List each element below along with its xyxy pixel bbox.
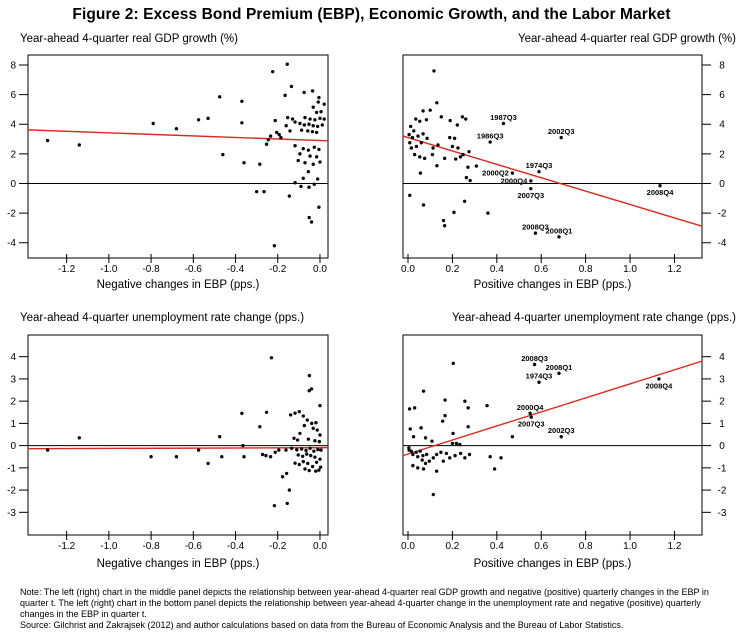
svg-text:2002Q3: 2002Q3 [547, 127, 575, 137]
panel-title-bottom-right: Year-ahead 4-quarter unemployment rate change (pps.) [451, 312, 736, 324]
scatter-gdp-vs-positive-ebp [372, 50, 743, 302]
svg-text:1: 1 [10, 418, 16, 430]
svg-text:0: 0 [10, 441, 16, 453]
svg-text:2008Q4: 2008Q4 [645, 381, 673, 391]
svg-text:-2: -2 [717, 485, 727, 497]
svg-text:2008Q3: 2008Q3 [522, 222, 549, 232]
svg-text:4: 4 [719, 352, 725, 364]
svg-text:-4: -4 [7, 238, 16, 250]
panel-title-top-left: Year-ahead 4-quarter real GDP growth (%) [20, 33, 238, 45]
svg-text:0: 0 [719, 178, 725, 190]
svg-text:1974Q3: 1974Q3 [525, 161, 553, 171]
svg-text:2000Q4: 2000Q4 [500, 176, 528, 186]
svg-text:2008Q4: 2008Q4 [646, 188, 674, 198]
figure-title: Figure 2: Excess Bond Premium (EBP), Economic Growth, and the Labor Market [72, 6, 671, 23]
svg-text:0.0: 0.0 [401, 264, 415, 275]
svg-text:-0.2: -0.2 [269, 541, 287, 552]
svg-text:Negative changes in EBP (pps.): Negative changes in EBP (pps.) [96, 279, 260, 291]
svg-text:8: 8 [10, 60, 16, 72]
panel-title-bottom-left: Year-ahead 4-quarter unemployment rate change (pps.) [20, 312, 305, 324]
svg-text:1.2: 1.2 [667, 541, 682, 552]
note-text: Note: The left (right) chart in the middle panel depicts the relationship between year-ahead 4-quarter real GDP growth and negative (positive) quarterly changes in the EBP in quarter t. The left (right) chart in the bottom panel depicts the relationship between year-ahead 4-quarter change in the unemployment rate and negative (positive) quarterly changes in the EBP in quarter t. [20, 587, 709, 619]
svg-text:2: 2 [10, 149, 16, 161]
scatter-unemployment-vs-negative-ebp [0, 330, 371, 582]
svg-text:-0.8: -0.8 [142, 541, 160, 552]
svg-text:0.2: 0.2 [445, 541, 460, 552]
svg-text:4: 4 [10, 352, 16, 364]
svg-text:3: 3 [10, 374, 16, 386]
svg-text:1.0: 1.0 [623, 264, 638, 275]
svg-text:-0.4: -0.4 [226, 541, 245, 552]
svg-text:6: 6 [10, 90, 16, 102]
scatter-gdp-vs-negative-ebp [0, 50, 371, 302]
svg-text:0: 0 [719, 441, 725, 453]
svg-text:1987Q3: 1987Q3 [490, 113, 517, 123]
svg-text:2007Q3: 2007Q3 [517, 191, 545, 201]
svg-text:1.0: 1.0 [623, 541, 638, 552]
svg-text:-0.4: -0.4 [226, 264, 245, 275]
svg-text:2000Q2: 2000Q2 [482, 168, 509, 178]
svg-text:0.8: 0.8 [578, 264, 593, 275]
svg-text:-1.2: -1.2 [58, 264, 76, 275]
panel-title-top-right: Year-ahead 4-quarter real GDP growth (%) [518, 33, 736, 45]
svg-text:0.0: 0.0 [313, 541, 327, 552]
svg-text:1974Q3: 1974Q3 [525, 371, 553, 381]
svg-text:2000Q4: 2000Q4 [516, 402, 544, 412]
svg-text:3: 3 [719, 374, 725, 386]
svg-text:2008Q1: 2008Q1 [545, 362, 573, 372]
svg-text:2007Q3: 2007Q3 [517, 419, 545, 429]
svg-text:Positive changes in EBP (pps.): Positive changes in EBP (pps.) [473, 558, 632, 570]
svg-text:-1.2: -1.2 [58, 541, 76, 552]
svg-text:-1: -1 [7, 463, 16, 475]
svg-text:-3: -3 [717, 507, 727, 519]
svg-text:4: 4 [10, 119, 16, 131]
svg-text:-0.8: -0.8 [142, 264, 160, 275]
svg-text:0.8: 0.8 [578, 541, 593, 552]
source-text: Source: Gilchrist and Zakrajsek (2012) and author calculations based on data from the Bureau of Economic Analysis and the Bureau of Labor Statistics. [20, 620, 624, 630]
svg-text:0.0: 0.0 [313, 264, 327, 275]
svg-text:1.2: 1.2 [667, 264, 682, 275]
figure-footnote [20, 587, 728, 631]
svg-text:0.4: 0.4 [489, 264, 504, 275]
svg-text:1: 1 [719, 418, 725, 430]
svg-text:-1.0: -1.0 [100, 541, 118, 552]
svg-text:0.6: 0.6 [534, 541, 549, 552]
svg-text:2: 2 [719, 396, 725, 408]
svg-text:-2: -2 [717, 208, 727, 220]
svg-text:8: 8 [719, 60, 725, 72]
svg-text:-0.6: -0.6 [184, 264, 202, 275]
svg-text:-0.6: -0.6 [184, 541, 202, 552]
svg-text:0: 0 [10, 178, 16, 190]
svg-text:2002Q3: 2002Q3 [547, 426, 575, 436]
svg-text:0.4: 0.4 [489, 541, 504, 552]
svg-text:4: 4 [719, 119, 725, 131]
svg-text:1986Q3: 1986Q3 [476, 131, 504, 141]
svg-text:2008Q1: 2008Q1 [545, 226, 573, 236]
svg-text:0.2: 0.2 [445, 264, 460, 275]
svg-text:-4: -4 [717, 238, 727, 250]
scatter-unemployment-vs-positive-ebp [372, 330, 743, 582]
svg-text:-2: -2 [7, 485, 16, 497]
svg-text:-0.2: -0.2 [269, 264, 287, 275]
svg-text:2008Q3: 2008Q3 [521, 353, 548, 363]
svg-text:-3: -3 [7, 507, 16, 519]
svg-text:6: 6 [719, 90, 725, 102]
svg-text:Negative changes in EBP (pps.): Negative changes in EBP (pps.) [96, 558, 260, 570]
svg-text:-1: -1 [717, 463, 727, 475]
svg-text:2: 2 [719, 149, 725, 161]
svg-text:Positive changes in EBP (pps.): Positive changes in EBP (pps.) [473, 279, 632, 291]
svg-text:0.6: 0.6 [534, 264, 549, 275]
svg-text:0.0: 0.0 [401, 541, 415, 552]
svg-text:-1.0: -1.0 [100, 264, 118, 275]
svg-text:-2: -2 [7, 208, 16, 220]
svg-text:2: 2 [10, 396, 16, 408]
